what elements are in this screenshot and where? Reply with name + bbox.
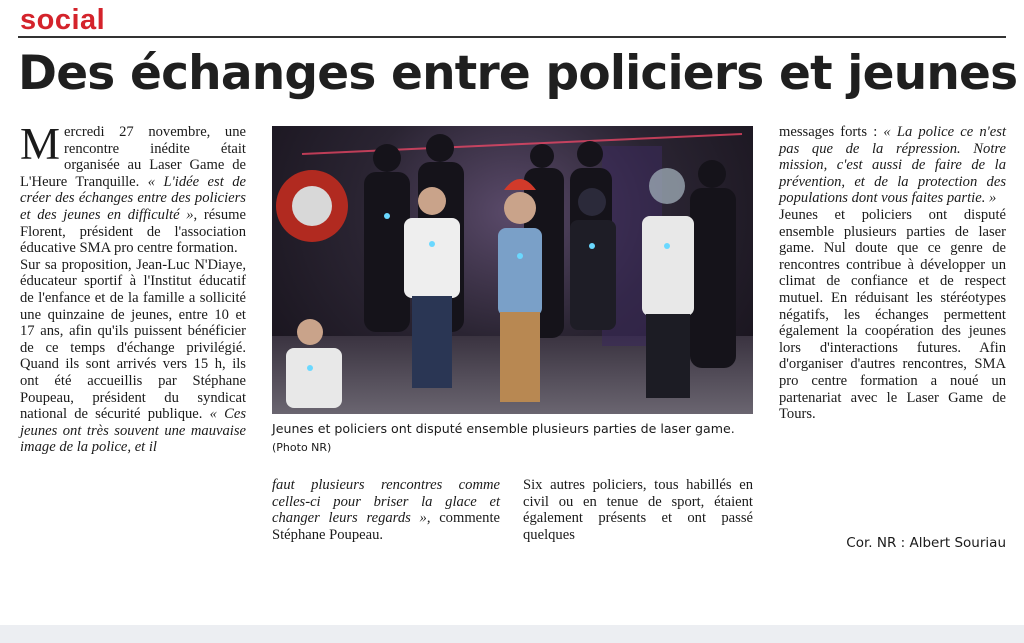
- text-span: messages forts :: [779, 124, 884, 140]
- paragraph-1: [20, 119, 246, 257]
- article-column-4: [779, 124, 1006, 423]
- photo-credit: (Photo NR): [272, 441, 332, 454]
- photo-caption: [272, 420, 753, 457]
- article-column-2: [272, 477, 500, 543]
- section-rubric: social: [20, 4, 106, 36]
- rubric-divider: [18, 36, 1006, 38]
- article-photo: [272, 126, 753, 414]
- quote-span: « L'idée est de créer des échanges entre des policiers et des jeunes en difficulté »: [20, 173, 246, 223]
- quote-span: « La police ce n'est pas que de la répression. Notre mission, c'est aussi de faire de la prévention, et de la protection des populations dont vous faites partie. »: [779, 124, 1006, 207]
- text-span: Sur sa proposition, Jean-Luc N'Diaye, éducateur sportif à l'Institut éducatif de l'enfance et de la famille a sollicité une quinzaine de jeunes, entre 10 et 17 ans, afin qu'ils puissent bénéficier de ce temps d'échange privilégié. Quand ils sont arrivés vers 15 h, ils ont été accueillis par Stéphane Poupeau, président du syndicat national de sécurité publique.: [20, 256, 246, 423]
- article-column-3: [523, 477, 753, 543]
- paragraph-4: Six autres policiers, tous habillés en civil ou en tenue de sport, étaient également présents et ont passé quelques: [523, 477, 753, 543]
- paragraph-3: [272, 477, 500, 543]
- quote-span: « Ces jeunes ont très souvent une mauvaise image de la police, et il: [20, 406, 246, 456]
- drop-cap: M: [20, 119, 61, 169]
- text-span: ercredi 27 novembre, une rencontre inédite était organisée au Laser Game de L'Heure Tranquille.: [20, 124, 246, 190]
- text-span: , résume Florent, président de l'association éducative SMA pro centre formation.: [20, 206, 246, 257]
- article-headline: Des échanges entre policiers et jeunes: [18, 46, 1018, 101]
- quote-span: faut plusieurs rencontres comme celles-ci pour briser la glace et changer leurs regards »: [272, 477, 500, 527]
- caption-text: Jeunes et policiers ont disputé ensemble plusieurs parties de laser game.: [272, 421, 735, 436]
- group-photo-laser-game-icon: [272, 126, 753, 414]
- author-signature: Cor. NR : Albert Souriau: [846, 535, 1006, 551]
- article-column-1: [20, 119, 246, 456]
- paragraph-6: Jeunes et policiers ont disputé ensemble plusieurs parties de laser game. Nul doute que ce genre de rencontres contribue à développer un climat de confiance et de respect mutuel. En réduisant les stéréotypes négatifs, les échanges permettent également la coopération des jeunes lors d'interactions futures. Afin d'organiser d'autres rencontres, SMA pro centre formation a noué un partenariat avec le Laser Game de Tours.: [779, 206, 1006, 423]
- paragraph-2: [20, 257, 246, 456]
- bottom-band: [0, 625, 1024, 643]
- text-span: , commente Stéphane Poupeau.: [272, 510, 500, 543]
- paragraph-5: [779, 124, 1006, 207]
